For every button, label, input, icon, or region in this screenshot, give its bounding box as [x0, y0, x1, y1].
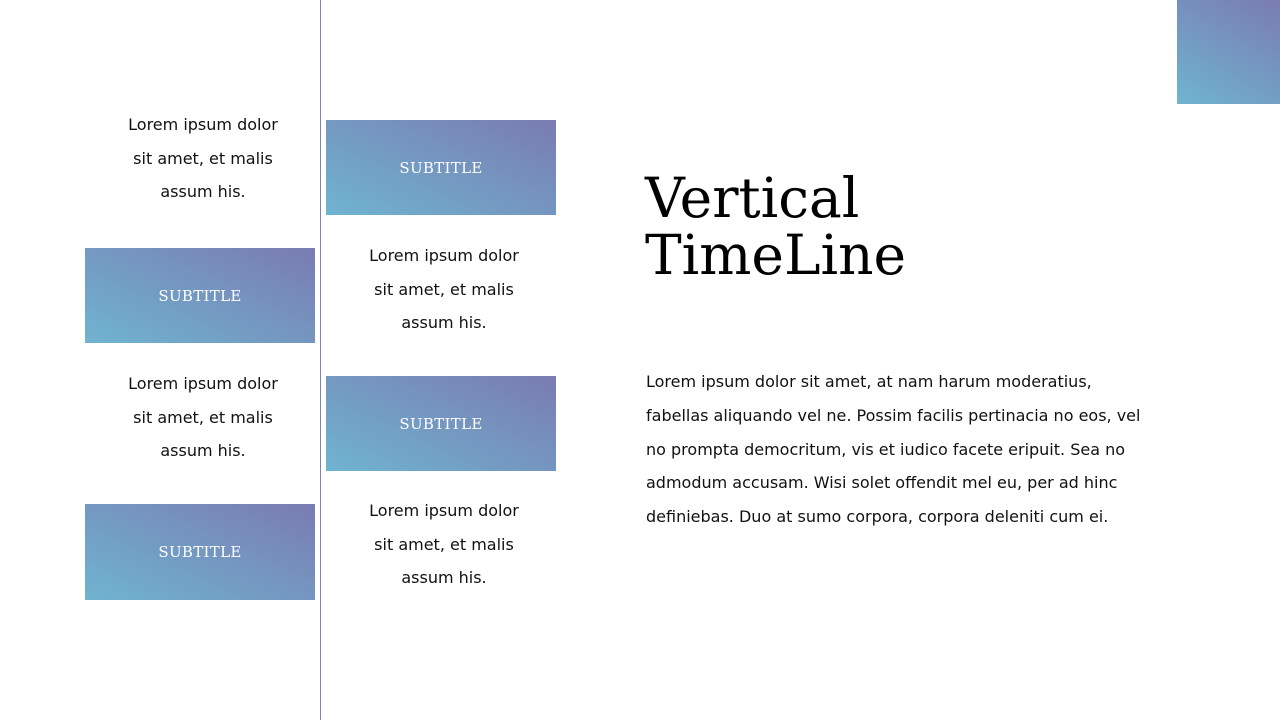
- text-line: Lorem ipsum dolor: [369, 501, 519, 520]
- subtitle-label: SUBTITLE: [399, 414, 483, 433]
- subtitle-box-left-1: [85, 248, 315, 343]
- timeline-text-right-2: [344, 494, 544, 595]
- text-line: assum his.: [401, 568, 487, 587]
- subtitle-box-right-1: [326, 120, 556, 215]
- subtitle-box-left-2: [85, 504, 315, 600]
- subtitle-label: SUBTITLE: [399, 158, 483, 177]
- subtitle-box-right-2: [326, 376, 556, 471]
- title-line: Vertical: [645, 166, 860, 230]
- text-line: Lorem ipsum dolor: [369, 246, 519, 265]
- text-line: sit amet, et malis: [133, 148, 273, 168]
- subtitle-label: SUBTITLE: [158, 543, 242, 561]
- body-line: admodum accusam. Wisi solet offendit mel eu, per ad hinc: [646, 473, 1118, 493]
- subtitle-label: SUBTITLE: [158, 286, 242, 305]
- title-line: TimeLine: [645, 223, 907, 287]
- timeline-text-left-1: [103, 108, 303, 209]
- text-line: Lorem ipsum dolor: [128, 374, 278, 393]
- timeline-vertical-line: [320, 0, 321, 720]
- text-line: sit amet, et malis: [374, 279, 514, 299]
- slide-body-text: [646, 365, 1141, 534]
- body-line: Lorem ipsum dolor sit amet, at nam harum moderatius,: [646, 372, 1092, 391]
- text-line: sit amet, et malis: [374, 534, 514, 554]
- timeline-text-left-2: [103, 367, 303, 468]
- corner-accent-block: [1177, 0, 1280, 104]
- body-line: no prompta democritum, vis et iudico facete eripuit. Sea no: [646, 439, 1126, 459]
- body-line: definiebas. Duo at sumo corpora, corpora deleniti cum ei.: [646, 507, 1109, 527]
- text-line: Lorem ipsum dolor: [128, 115, 278, 134]
- text-line: assum his.: [160, 441, 246, 460]
- slide-title: [645, 166, 907, 287]
- body-line: fabellas aliquando vel ne. Possim facilis pertinacia no eos, vel: [646, 405, 1141, 425]
- text-line: assum his.: [160, 182, 246, 201]
- text-line: sit amet, et malis: [133, 407, 273, 427]
- text-line: assum his.: [401, 313, 487, 332]
- timeline-text-right-1: [344, 239, 544, 340]
